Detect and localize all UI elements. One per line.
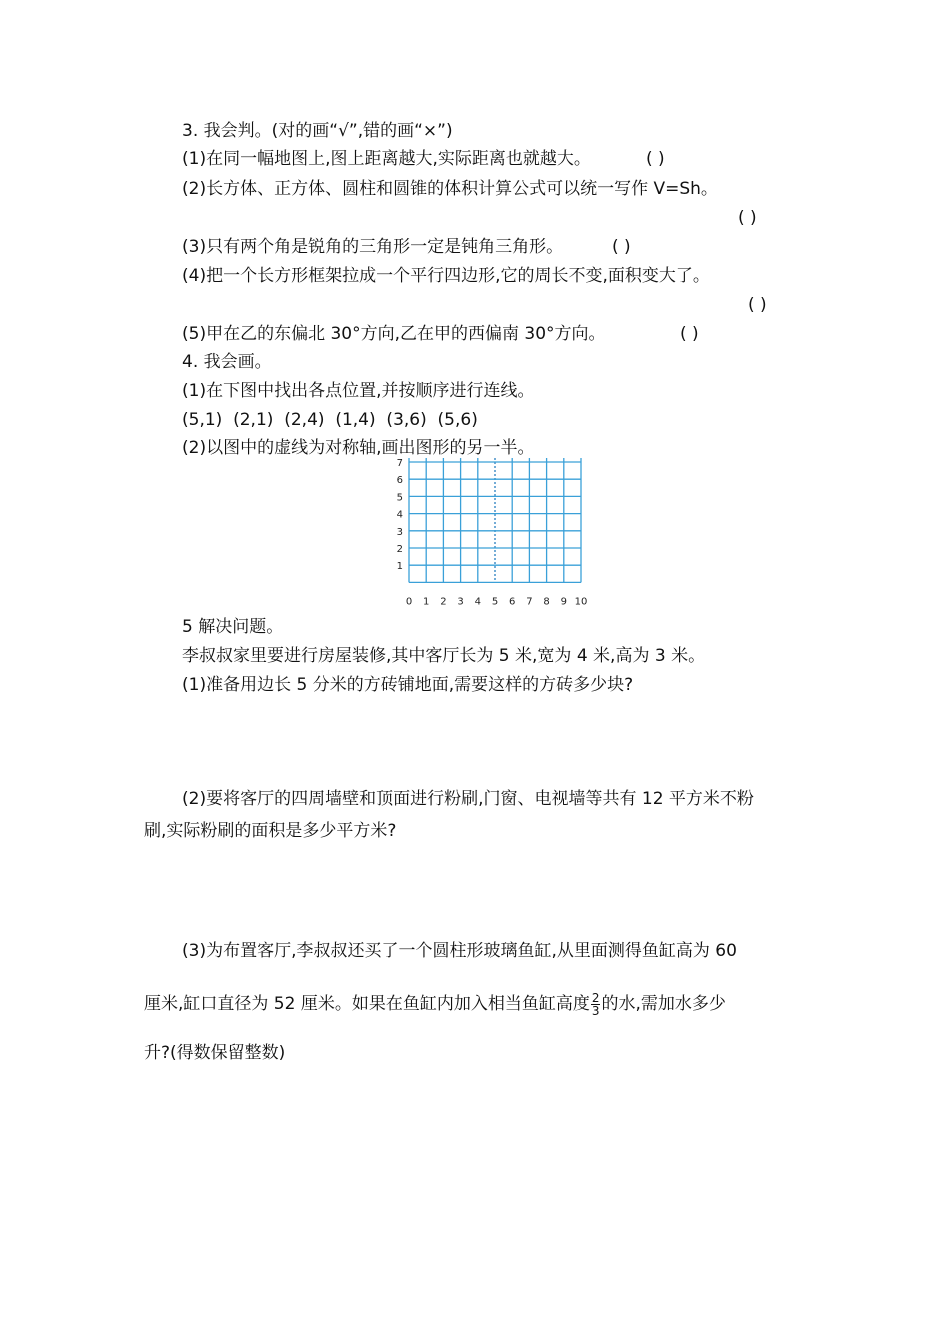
q4-item-1: (1)在下图中找出各点位置,并按顺序进行连线。 — [182, 381, 535, 401]
y-tick-label: 2 — [396, 544, 403, 555]
fraction-two-thirds: $\frac{2}{3}$ — [591, 990, 600, 1018]
q5-intro: 李叔叔家里要进行房屋装修,其中客厅长为 5 米,宽为 4 米,高为 3 米。 — [182, 646, 706, 666]
q5-part-1: (1)准备用边长 5 分米的方砖铺地面,需要这样的方砖多少块? — [182, 675, 634, 695]
q4-points: (5,1) (2,1) (2,4) (1,4) (3,6) (5,6) — [182, 410, 478, 430]
q3-item-1: (1)在同一幅地图上,图上距离越大,实际距离也就越大。 — [182, 149, 591, 169]
q3-item-2: (2)长方体、正方体、圆柱和圆锥的体积计算公式可以统一写作 V=Sh。 — [182, 179, 718, 199]
q5-part-3-text-a: 厘米,缸口直径为 52 厘米。如果在鱼缸内加入相当鱼缸高度 — [144, 994, 590, 1014]
q3-answer-paren-1[interactable]: ( ) — [646, 149, 665, 169]
x-tick-label: 1 — [423, 596, 430, 608]
q3-answer-paren-3[interactable]: ( ) — [612, 237, 631, 257]
q3-item-3: (3)只有两个角是锐角的三角形一定是钝角三角形。 — [182, 237, 564, 257]
x-tick-label: 6 — [509, 596, 516, 608]
q5-part-2-line-1: (2)要将客厅的四周墙壁和顶面进行粉刷,门窗、电视墙等共有 12 平方米不粉 — [182, 789, 754, 809]
q5-part-3-text-b: 的水,需加水多少 — [601, 994, 726, 1014]
y-tick-label: 4 — [396, 509, 403, 521]
y-tick-label: 3 — [396, 526, 403, 538]
q3-answer-paren-4[interactable]: ( ) — [748, 295, 767, 315]
q3-answer-paren-2[interactable]: ( ) — [738, 208, 757, 228]
q3-answer-paren-5[interactable]: ( ) — [680, 324, 699, 344]
q3-item-4: (4)把一个长方形框架拉成一个平行四边形,它的周长不变,面积变大了。 — [182, 266, 710, 286]
x-tick-label: 10 — [574, 596, 588, 608]
x-tick-label: 0 — [405, 596, 413, 608]
q4-item-2: (2)以图中的虚线为对称轴,画出图形的另一半。 — [182, 438, 535, 458]
x-tick-label: 9 — [560, 596, 567, 608]
y-tick-label: 6 — [396, 475, 403, 487]
q5-part-3-line-2 — [144, 990, 726, 1018]
q3-title: 3. 我会判。(对的画“√”,错的画“×”) — [182, 121, 453, 141]
q4-title: 4. 我会画。 — [182, 352, 272, 372]
coordinate-grid[interactable] — [388, 456, 598, 612]
q5-title: 5 解决问题。 — [182, 617, 284, 637]
y-tick-label: 7 — [396, 458, 403, 469]
q5-part-2-line-2: 刷,实际粉刷的面积是多少平方米? — [144, 821, 397, 841]
x-tick-label: 4 — [474, 596, 481, 608]
y-tick-label: 1 — [396, 561, 403, 573]
x-tick-label: 8 — [543, 596, 550, 608]
x-tick-label: 3 — [457, 596, 464, 608]
q5-part-3-line-3: 升?(得数保留整数) — [144, 1043, 286, 1063]
x-tick-label: 7 — [526, 596, 533, 608]
x-tick-label: 5 — [491, 596, 499, 608]
q5-part-3-line-1: (3)为布置客厅,李叔叔还买了一个圆柱形玻璃鱼缸,从里面测得鱼缸高为 60 — [182, 941, 737, 961]
x-tick-label: 2 — [440, 596, 447, 608]
y-tick-label: 5 — [396, 492, 403, 504]
q3-item-5: (5)甲在乙的东偏北 30°方向,乙在甲的西偏南 30°方向。 — [182, 324, 606, 344]
